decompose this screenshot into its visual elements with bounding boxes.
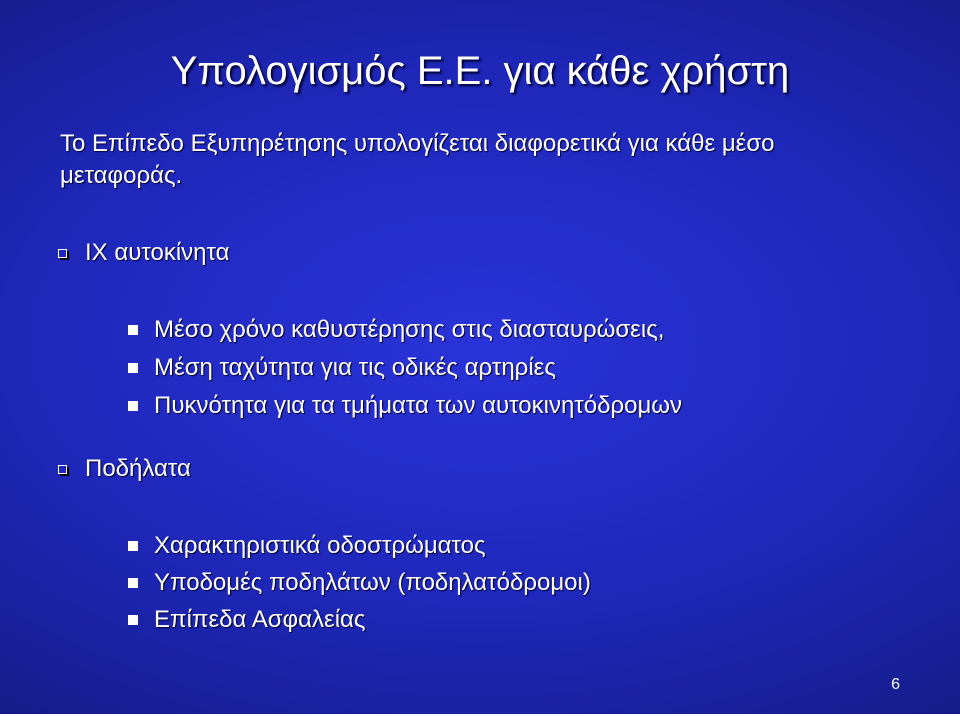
list-item-label: Υποδομές ποδηλάτων (ποδηλατόδρομοι) xyxy=(154,569,591,596)
section-heading-label: ΙΧ αυτοκίνητα xyxy=(85,239,230,266)
list-item-label: Μέσο χρόνο καθυστέρησης στις διασταυρώσεις, xyxy=(154,316,665,343)
list-item xyxy=(128,568,591,598)
square-bullet-icon xyxy=(128,541,138,551)
section-heading-cars xyxy=(58,238,230,268)
section-heading-label: Ποδήλατα xyxy=(85,455,191,482)
list-item xyxy=(128,391,682,421)
section-heading-bicycles xyxy=(58,454,191,484)
list-item-label: Χαρακτηριστικά οδοστρώματος xyxy=(154,532,486,559)
list-item-label: Πυκνότητα για τα τμήματα των αυτοκινητόδρομων xyxy=(154,392,683,419)
checkbox-bullet-icon xyxy=(58,465,67,474)
list-item xyxy=(128,605,365,635)
page-number: 6 xyxy=(891,676,900,693)
list-item xyxy=(128,531,486,561)
list-item xyxy=(128,315,664,345)
square-bullet-icon xyxy=(128,401,138,411)
intro-paragraph: Το Επίπεδο Εξυπηρέτησης υπολογίζεται διαφορετικά για κάθε μέσο μεταφοράς. xyxy=(60,130,775,189)
square-bullet-icon xyxy=(128,325,138,335)
square-bullet-icon xyxy=(128,363,138,373)
list-item-label: Μέση ταχύτητα για τις οδικές αρτηρίες xyxy=(154,354,556,381)
list-item xyxy=(128,353,556,383)
square-bullet-icon xyxy=(128,615,138,625)
checkbox-bullet-icon xyxy=(58,249,67,258)
slide-title: Υπολογισμός Ε.Ε. για κάθε χρήστη xyxy=(170,49,790,93)
square-bullet-icon xyxy=(128,578,138,588)
list-item-label: Επίπεδα Ασφαλείας xyxy=(154,606,366,633)
